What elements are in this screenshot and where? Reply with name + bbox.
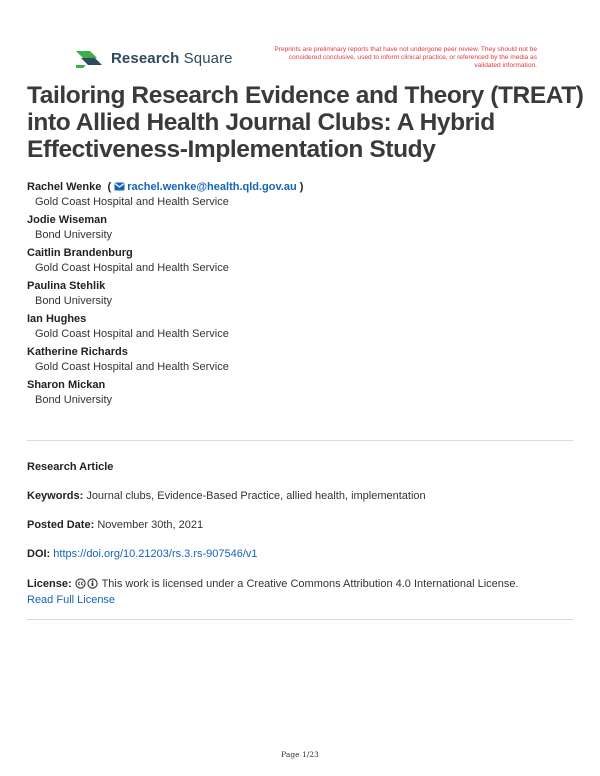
author-entry: [27, 213, 577, 243]
article-type: Research Article: [27, 461, 114, 473]
author-entry: [27, 279, 577, 309]
author-entry: [27, 378, 577, 408]
author-email-link[interactable]: [114, 181, 300, 193]
author-entry: [27, 312, 577, 342]
paper-title: Tailoring Research Evidence and Theory (TREAT) into Allied Health Journal Clubs: A Hybrid Effectiveness-Implementation Study: [27, 82, 584, 163]
author-name: Paulina Stehlik: [27, 280, 106, 292]
logo-text: Research Square: [111, 49, 233, 67]
author-entry: [27, 345, 577, 375]
posted-date-label: Posted Date:: [27, 519, 95, 531]
doi-label: DOI:: [27, 548, 51, 560]
read-full-license-link[interactable]: Read Full License: [27, 594, 116, 606]
author-email: rachel.wenke@health.qld.gov.au: [127, 181, 297, 193]
page-number: Page 1/23: [281, 750, 319, 759]
author-name: Rachel Wenke: [27, 181, 102, 193]
author-affiliation: Gold Coast Hospital and Health Service: [35, 361, 229, 373]
doi-row: [27, 546, 577, 562]
author-name: Katherine Richards: [27, 346, 128, 358]
keywords-label: Keywords:: [27, 490, 84, 502]
preprint-disclaimer: Preprints are preliminary reports that have not undergone peer review. They should not be considered conclusive, used to inform clinical practice, or referenced by the media as validated information.: [274, 46, 537, 70]
author-affiliation: Bond University: [35, 295, 113, 307]
author-name: Ian Hughes: [27, 313, 87, 325]
envelope-icon: [114, 182, 125, 191]
author-affiliation: Gold Coast Hospital and Health Service: [35, 262, 229, 274]
author-entry: Rachel Wenke ( rachel.wenke@health.qld.gov.au ) Gold Coast Hospital and Health Service: [27, 180, 577, 210]
author-affiliation: Gold Coast Hospital and Health Service: [35, 328, 229, 340]
posted-date-row: [27, 517, 577, 533]
author-name: Caitlin Brandenburg: [27, 247, 133, 259]
author-list: [27, 180, 577, 411]
author-affiliation: Bond University: [35, 394, 113, 406]
author-name: Sharon Mickan: [27, 379, 106, 391]
author-entry: [27, 246, 577, 276]
author-name: Jodie Wiseman: [27, 214, 107, 226]
author-affiliation: Bond University: [35, 229, 113, 241]
creative-commons-icon: [75, 578, 99, 589]
doi-link[interactable]: https://doi.org/10.21203/rs.3.rs-907546/v1: [53, 548, 258, 560]
posted-date-value: November 30th, 2021: [97, 519, 204, 531]
divider: [27, 440, 573, 441]
license-row: [27, 576, 577, 608]
research-square-logo-icon: [75, 47, 103, 69]
license-text: This work is licensed under a Creative Commons Attribution 4.0 International License.: [101, 578, 519, 590]
license-label: License:: [27, 578, 72, 590]
keywords-row: [27, 488, 577, 504]
divider: [27, 619, 573, 620]
research-square-logo[interactable]: [75, 47, 233, 69]
author-affiliation: Gold Coast Hospital and Health Service: [35, 196, 229, 208]
keywords-value: Journal clubs, Evidence-Based Practice, allied health, implementation: [86, 490, 426, 502]
